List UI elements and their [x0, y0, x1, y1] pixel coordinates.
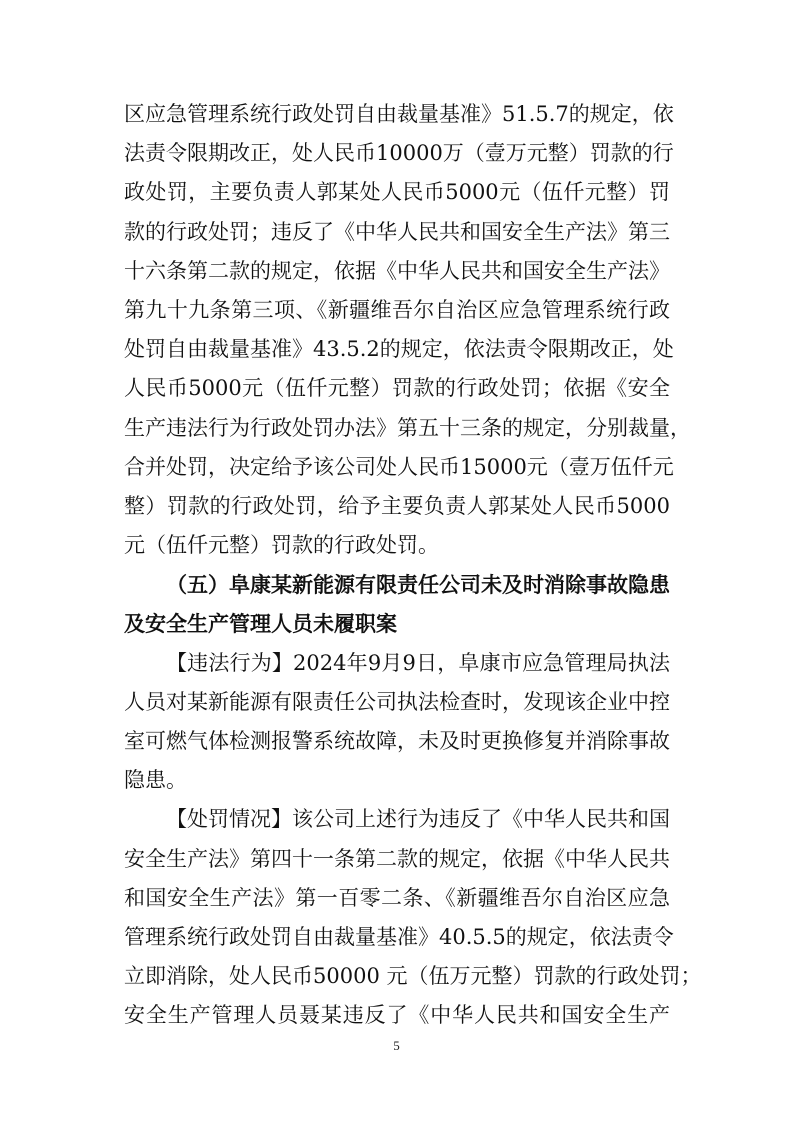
text-line: 生产违法行为行政处罚办法》第五十三条的规定，分别裁量， — [124, 415, 691, 440]
text-line: 款的行政处罚；违反了《中华人民共和国安全生产法》第三 — [124, 219, 670, 244]
text-line: 人民币5000元（伍仟元整）罚款的行政处罚；依据《安全 — [124, 376, 670, 401]
text-line: 人员对某新能源有限责任公司执法检查时，发现该企业中控 — [124, 689, 670, 714]
text-line: 处罚自由裁量基准》43.5.2的规定，依法责令限期改正，处 — [124, 337, 674, 362]
text-line: 和国安全生产法》第一百零二条、《新疆维吾尔自治区应急 — [124, 885, 670, 910]
section-heading: （五）阜康某新能源有限责任公司未及时消除事故隐患 — [166, 572, 670, 598]
text-line: 室可燃气体检测报警系统故障，未及时更换修复并消除事故 — [124, 729, 670, 753]
text-line: 管理系统行政处罚自由裁量基准》40.5.5的规定，依法责令 — [124, 924, 674, 949]
text-line: 整）罚款的行政处罚，给予主要负责人郭某处人民币5000 — [124, 493, 670, 518]
text-line: 元（伍仟元整）罚款的行政处罚。 — [124, 533, 439, 558]
text-line: 法责令限期改正，处人民币10000万（壹万元整）罚款的行 — [124, 141, 674, 166]
text-line: 十六条第二款的规定，依据《中华人民共和国安全生产法》 — [124, 258, 670, 283]
text-line: 政处罚，主要负责人郭某处人民币5000元（伍仟元整）罚 — [124, 180, 670, 205]
text-line: 区应急管理系统行政处罚自由裁量基准》51.5.7的规定，依 — [124, 102, 674, 126]
text-line: 【违法行为】2024年9月9日，阜康市应急管理局执法 — [166, 650, 670, 675]
text-line: 【处罚情况】该公司上述行为违反了《中华人民共和国 — [166, 807, 670, 832]
text-line: 第九十九条第三项、《新疆维吾尔自治区应急管理系统行政 — [124, 297, 670, 322]
section-heading: 及安全生产管理人员未履职案 — [124, 611, 397, 637]
text-line: 立即消除，处人民币50000 元（伍万元整）罚款的行政处罚； — [124, 964, 702, 989]
text-line: 安全生产管理人员聂某违反了《中华人民共和国安全生产 — [124, 1003, 670, 1028]
text-line: 隐患。 — [124, 768, 187, 793]
body-text — [124, 95, 702, 1036]
text-line: 合并处罚，决定给予该公司处人民币15000元（壹万伍仟元 — [124, 454, 674, 479]
page-number: 5 — [393, 1038, 400, 1053]
text-line: 安全生产法》第四十一条第二款的规定，依据《中华人民共 — [124, 846, 670, 871]
